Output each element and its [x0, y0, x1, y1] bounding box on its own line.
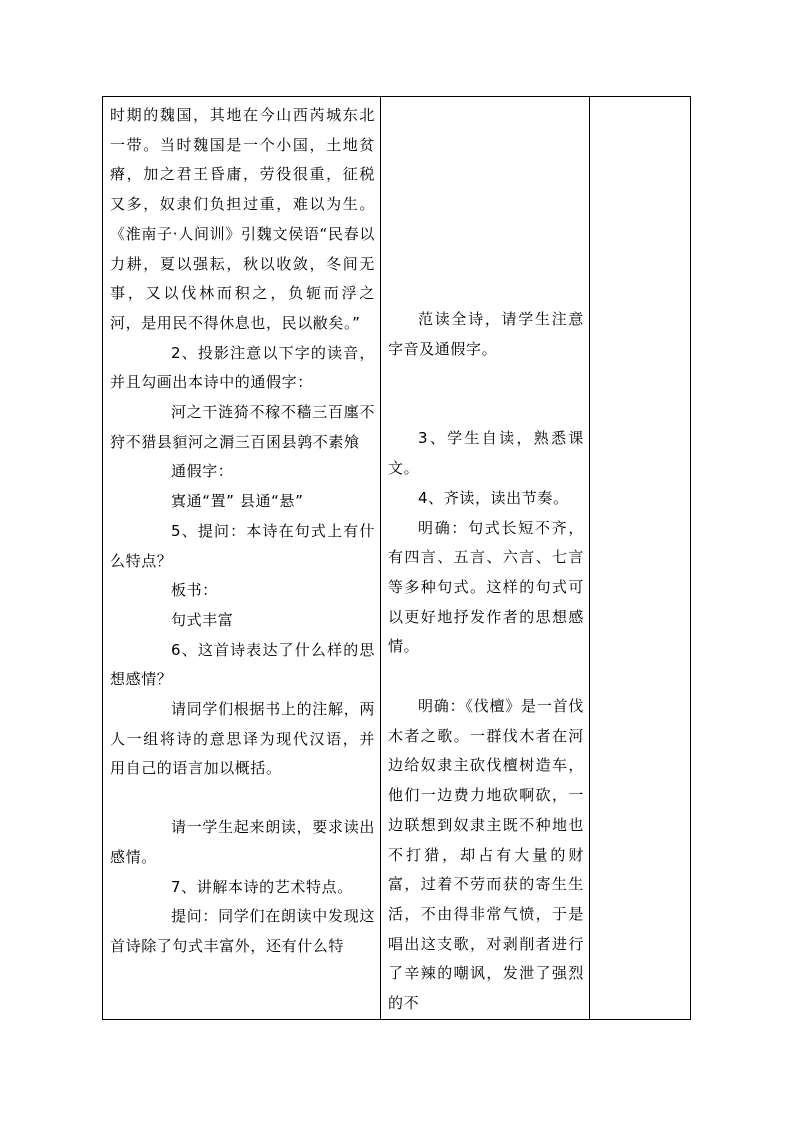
step-5-question: 5、提问：本诗在句式上有什么特点？	[110, 521, 375, 570]
art-question: 提问：同学们在朗读中发现这首诗除了句式丰富外，还有什么特	[110, 907, 375, 955]
reading-task: 请一学生起来朗读，要求读出感情。	[110, 818, 375, 866]
group-reading: 4、齐读，读出节奏。	[418, 488, 569, 507]
model-reading: 范读全诗，请学生注意字音及通假字。	[388, 310, 584, 358]
step-6-question: 6、这首诗表达了什么样的思想感情？	[110, 640, 375, 689]
step-7-art: 7、讲解本诗的艺术特点。	[171, 877, 353, 896]
translation-task: 请同学们根据书上的注解，两人一组将诗的意思译为现代汉语，并用自己的语言加以概括。	[110, 700, 375, 778]
tongjiazi-label: 通假字：	[171, 462, 234, 481]
answer-theme: 明确：《伐檀》是一首伐木者之歌。一群伐木者在河边给奴隶主砍伐檀树造车，他们一边费力地砍啊砍，一边联想到奴隶主既不种地也不打猎，却占有大量的财富，过着不劳而获的寄生生活，不由得非常气愤，于是唱出这支歌，对剥削者进行了辛辣的嘲讽，发泄了强烈的不	[388, 697, 584, 1013]
spacer	[388, 364, 584, 424]
step-2-pronunciation: 2、投影注意以下字的读音，并且勾画出本诗中的通假字：	[110, 343, 375, 392]
spacer	[388, 662, 584, 692]
blackboard-content: 句式丰富	[171, 610, 234, 629]
lesson-plan-table	[102, 96, 691, 1020]
spacer	[388, 97, 584, 305]
notes-cell	[590, 97, 691, 1020]
character-list: 河之干涟猗不稼不穑三百廛不狩不猎县貆河之漘三百囷县鹑不素飧	[110, 403, 375, 451]
teaching-process-cell	[103, 97, 381, 1020]
tongjiazi-list: 寘通“置” 县通“悬”	[171, 492, 304, 511]
answer-sentence-forms: 明确：句式长短不齐，有四言、五言、六言、七言等多种句式。这样的句式可以更好地抒发作者的思想感情。	[388, 518, 584, 656]
blackboard-label: 板书：	[171, 581, 218, 600]
spacer	[110, 784, 375, 813]
background-paragraph: 时期的魏国，其地在今山西芮城东北一带。当时魏国是一个小国，土地贫瘠，加之君王昏庸，劳役很重，征税又多，奴隶们负担过重，难以为生。《淮南子·人间训》引魏文侯语“民春以力耕，夏以强耘，秋以收敛，冬间无事，又以伐林而积之，负轭而浮之河，是用民不得休息也，民以敝矣。”	[110, 106, 375, 332]
activity-cell	[381, 97, 590, 1020]
table-row	[103, 97, 691, 1020]
self-reading: 3、学生自读，熟悉课文。	[388, 429, 584, 478]
